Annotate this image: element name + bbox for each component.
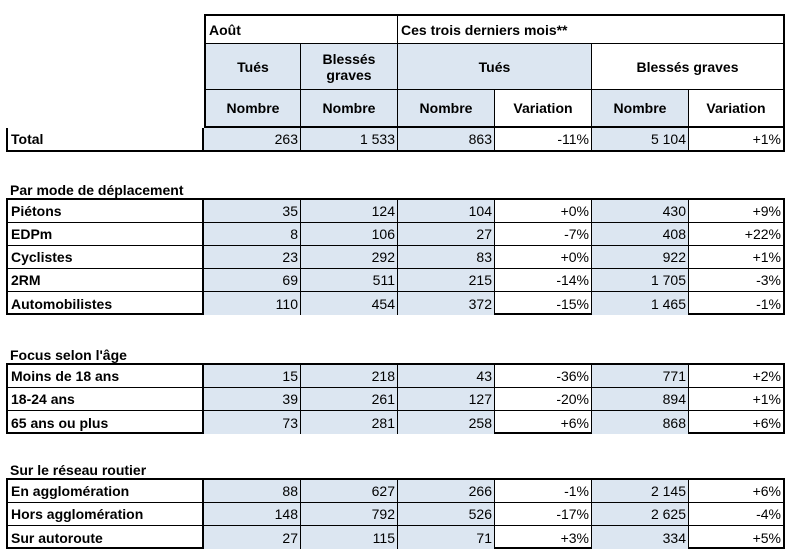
- table-cell: 35: [204, 200, 301, 223]
- table-cell: 511: [301, 269, 398, 292]
- table-cell: 27: [398, 223, 495, 246]
- table-cell: 69: [204, 269, 301, 292]
- table-cell: 8: [204, 223, 301, 246]
- total-label: Total: [8, 128, 204, 150]
- row-label: Piétons: [8, 200, 204, 223]
- table-cell: 43: [398, 365, 495, 388]
- table-cell: -4%: [689, 503, 783, 526]
- table-cell: 83: [398, 246, 495, 269]
- row-label: Sur autoroute: [8, 526, 204, 549]
- table-cell: 281: [301, 411, 398, 434]
- table-cell: +5%: [752, 529, 781, 546]
- table-cell: 148: [204, 503, 301, 526]
- table-cell: 258: [398, 411, 495, 434]
- table-cell: -7%: [495, 223, 592, 246]
- table-cell: -14%: [495, 269, 592, 292]
- table-cell: 115: [301, 526, 398, 549]
- table-cell: 23: [204, 246, 301, 269]
- table-cell: 792: [301, 503, 398, 526]
- header-month: Août: [204, 14, 399, 44]
- row-label: 18-24 ans: [8, 388, 204, 411]
- table-cell: 218: [301, 365, 398, 388]
- header-period: Ces trois derniers mois**: [397, 14, 785, 44]
- header-tues-month: Tués: [204, 44, 301, 90]
- table-cell: 110: [204, 292, 301, 315]
- table-cell: 266: [398, 480, 495, 503]
- table-cell: 73: [204, 411, 301, 434]
- table-cell: 106: [301, 223, 398, 246]
- table-cell: 124: [301, 200, 398, 223]
- table-cell: 627: [301, 480, 398, 503]
- table-cell: 261: [301, 388, 398, 411]
- table-cell: +1%: [689, 246, 783, 269]
- table-cell: 88: [204, 480, 301, 503]
- section-title: Par mode de déplacement: [10, 182, 184, 198]
- table-cell: 27: [204, 526, 301, 549]
- total-cell: +1%: [752, 131, 781, 147]
- table-cell: 39: [204, 388, 301, 411]
- table-cell: +3%: [495, 526, 592, 549]
- total-cell: 863: [398, 128, 495, 150]
- total-cell: 5 104: [592, 128, 689, 150]
- table-cell: 71: [398, 526, 495, 549]
- table-cell: -3%: [689, 269, 783, 292]
- header-nombre-1: Nombre: [204, 90, 301, 128]
- table-cell: 2 625: [592, 503, 689, 526]
- table-cell: 454: [301, 292, 398, 315]
- table-cell: 922: [592, 246, 689, 269]
- table-cell: 526: [398, 503, 495, 526]
- table-cell: +9%: [689, 200, 783, 223]
- table-cell: +6%: [752, 414, 781, 431]
- table-cell: 430: [592, 200, 689, 223]
- header-nombre-4: Nombre: [592, 90, 689, 128]
- table-cell: 1 465: [592, 292, 689, 315]
- table-cell: 292: [301, 246, 398, 269]
- table-cell: 334: [592, 526, 689, 549]
- header-tues-period: Tués: [398, 44, 592, 90]
- table-cell: +22%: [689, 223, 783, 246]
- row-label: Hors agglomération: [8, 503, 204, 526]
- table-cell: 2 145: [592, 480, 689, 503]
- section-title: Sur le réseau routier: [10, 462, 147, 478]
- header-variation-1: Variation: [495, 90, 592, 128]
- header-nombre-2: Nombre: [301, 90, 398, 128]
- table-cell: 408: [592, 223, 689, 246]
- table-cell: 215: [398, 269, 495, 292]
- table-cell: +6%: [495, 411, 592, 434]
- header-nombre-3: Nombre: [398, 90, 495, 128]
- table-cell: -15%: [495, 292, 592, 315]
- row-label: 2RM: [8, 269, 204, 292]
- table-cell: 868: [592, 411, 689, 434]
- table-cell: 15: [204, 365, 301, 388]
- row-label: EDPm: [8, 223, 204, 246]
- table-cell: 372: [398, 292, 495, 315]
- header-blesses-period: Blessés graves: [592, 44, 785, 90]
- table-cell: -36%: [495, 365, 592, 388]
- header-variation-2: Variation: [689, 90, 785, 128]
- table-cell: +6%: [689, 480, 783, 503]
- table-cell: -20%: [495, 388, 592, 411]
- table-cell: 127: [398, 388, 495, 411]
- total-cell: -11%: [495, 128, 592, 150]
- table-cell: +1%: [689, 388, 783, 411]
- row-label: En agglomération: [8, 480, 204, 503]
- table-cell: +0%: [495, 200, 592, 223]
- header-blesses-month: Blessés graves: [301, 44, 398, 90]
- table-cell: 771: [592, 365, 689, 388]
- table-cell: 1 705: [592, 269, 689, 292]
- table-cell: +2%: [689, 365, 783, 388]
- table-cell: +0%: [495, 246, 592, 269]
- section-title: Focus selon l'âge: [10, 347, 127, 363]
- total-cell: 263: [204, 128, 301, 150]
- total-cell: 1 533: [301, 128, 398, 150]
- table-cell: -17%: [495, 503, 592, 526]
- row-label: Automobilistes: [8, 292, 204, 315]
- table-cell: -1%: [495, 480, 592, 503]
- table-cell: -1%: [756, 295, 781, 312]
- table-cell: 894: [592, 388, 689, 411]
- row-label: Cyclistes: [8, 246, 204, 269]
- table-cell: 104: [398, 200, 495, 223]
- row-label: 65 ans ou plus: [8, 411, 204, 434]
- row-label: Moins de 18 ans: [8, 365, 204, 388]
